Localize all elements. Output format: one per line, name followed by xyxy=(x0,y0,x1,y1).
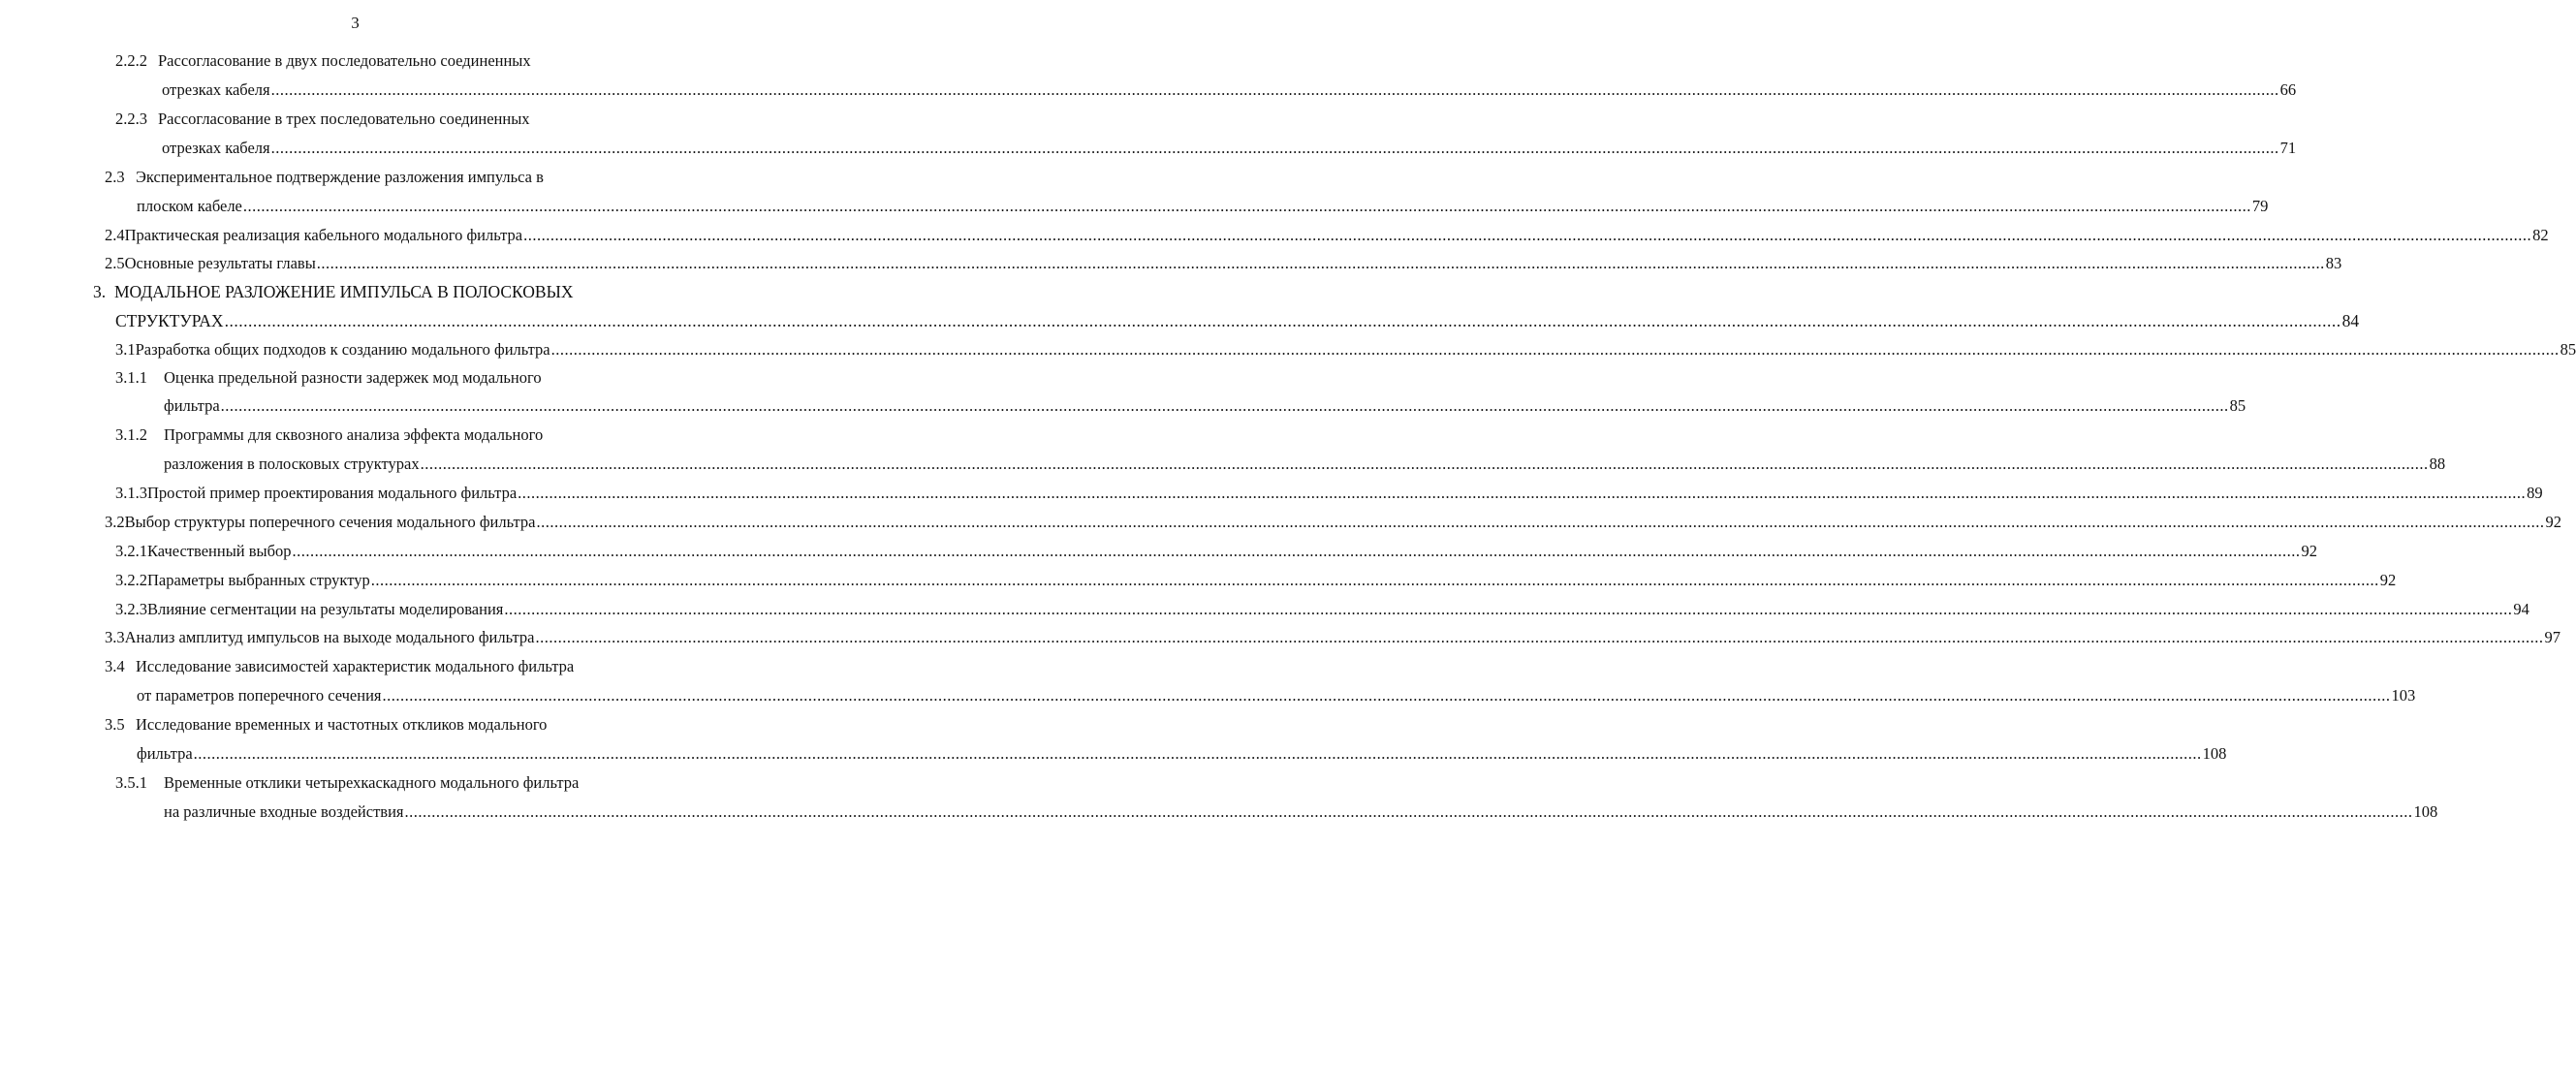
toc-entry-2-3-line2[interactable] xyxy=(137,195,2269,218)
toc-number: 3.1.1 xyxy=(115,368,147,387)
toc-entry-3-1-3[interactable] xyxy=(115,482,2543,505)
toc-title: Рассогласование в трех последовательно соединенных xyxy=(158,110,530,128)
toc-number: 3.2.3 xyxy=(115,600,147,618)
leader-dots xyxy=(271,78,2279,102)
toc-entry-3-line2[interactable] xyxy=(115,309,2360,332)
toc-entry-3-2[interactable] xyxy=(105,511,2561,534)
leader-dots xyxy=(421,453,2429,476)
toc-title: Качественный выбор xyxy=(147,542,292,560)
leader-dots xyxy=(518,482,2526,505)
leader-dots xyxy=(383,684,2391,707)
toc-page: 103 xyxy=(2391,686,2416,705)
leader-dots xyxy=(537,511,2545,534)
toc-entry-3-2-1[interactable] xyxy=(115,540,2318,563)
toc-title: Экспериментальное подтверждение разложения импульса в xyxy=(136,168,544,186)
toc-entry-3-4-line2[interactable] xyxy=(137,684,2416,707)
toc-title: Выбор структуры поперечного сечения модального фильтра xyxy=(124,513,536,531)
toc-title-continued: плоском кабеле xyxy=(137,197,242,215)
leader-dots xyxy=(317,252,2325,275)
toc-title: Оценка предельной разности задержек мод модального xyxy=(164,368,542,387)
toc-title: Анализ амплитуд импульсов на выходе модального фильтра xyxy=(124,628,535,646)
toc-page: 97 xyxy=(2544,628,2560,646)
toc-entry-3-line1 xyxy=(93,280,573,303)
toc-number: 2.4 xyxy=(105,226,125,244)
toc-entry-3-5-line1 xyxy=(105,713,547,737)
toc-number: 2.5 xyxy=(105,254,125,272)
toc-title-continued: от параметров поперечного сечения xyxy=(137,686,382,705)
toc-number: 3.5.1 xyxy=(115,773,147,792)
toc-page: 66 xyxy=(2279,80,2297,99)
toc-page: 84 xyxy=(2341,311,2360,330)
leader-dots xyxy=(551,338,2560,361)
toc-entry-2-2-3-line2[interactable] xyxy=(162,137,2297,160)
toc-number: 3.1.3 xyxy=(115,484,147,502)
toc-page: 82 xyxy=(2532,226,2549,244)
toc-entry-3-1[interactable] xyxy=(115,338,2576,361)
toc-number: 3.2 xyxy=(105,513,125,531)
toc-number: 3.3 xyxy=(105,628,125,646)
toc-entry-2-2-2-line2[interactable] xyxy=(162,78,2297,102)
toc-page: 88 xyxy=(2429,455,2446,473)
toc-title-continued: фильтра xyxy=(137,744,193,763)
toc-number: 3.4 xyxy=(105,657,125,675)
leader-dots xyxy=(523,224,2531,247)
toc-number: 2.2.2 xyxy=(115,51,147,70)
toc-number: 3.5 xyxy=(105,715,125,734)
toc-page: 108 xyxy=(2413,802,2438,821)
toc-title: Рассогласование в двух последовательно соединенных xyxy=(158,51,531,70)
toc-page: 85 xyxy=(2229,396,2246,415)
toc-title: Параметры выбранных структур xyxy=(147,571,370,589)
toc-page: 92 xyxy=(2379,571,2397,589)
toc-number: 2.2.3 xyxy=(115,110,147,128)
toc-title: Разработка общих подходов к созданию модального фильтра xyxy=(135,340,550,359)
toc-page: 83 xyxy=(2325,254,2342,272)
toc-number: 3.2.2 xyxy=(115,571,147,589)
toc-number: 3.2.1 xyxy=(115,542,147,560)
toc-entry-3-3[interactable] xyxy=(105,626,2560,649)
toc-title: Исследование зависимостей характеристик модального фильтра xyxy=(136,657,575,675)
toc-page: 79 xyxy=(2251,197,2269,215)
toc-title: МОДАЛЬНОЕ РАЗЛОЖЕНИЕ ИМПУЛЬСА В ПОЛОСКОВЫХ xyxy=(114,282,574,301)
leader-dots xyxy=(371,569,2379,592)
toc-entry-3-1-1-line2[interactable] xyxy=(164,394,2246,418)
leader-dots xyxy=(225,309,2341,332)
toc-number: 3.1.2 xyxy=(115,425,147,444)
toc-entry-3-5-1-line2[interactable] xyxy=(164,800,2438,824)
toc-page: 71 xyxy=(2279,139,2297,157)
toc-page: 108 xyxy=(2202,744,2227,763)
toc-title-continued: фильтра xyxy=(164,396,220,415)
leader-dots xyxy=(194,742,2202,766)
toc-title: Влияние сегментации на результаты моделирования xyxy=(147,600,504,618)
toc-number: 2.3 xyxy=(105,168,125,186)
toc-entry-3-1-2-line1 xyxy=(115,423,543,447)
toc-number: 3.1 xyxy=(115,340,136,359)
toc-entry-3-4-line1 xyxy=(105,655,574,678)
toc-entry-2-4[interactable] xyxy=(105,224,2549,247)
leader-dots xyxy=(271,137,2279,160)
toc-title: Исследование временных и частотных откликов модального xyxy=(136,715,548,734)
toc-entry-3-2-3[interactable] xyxy=(115,598,2529,621)
page-number: 3 xyxy=(351,14,360,32)
leader-dots xyxy=(404,800,2412,824)
leader-dots xyxy=(221,394,2229,418)
toc-title-continued: СТРУКТУРАХ xyxy=(115,311,224,330)
toc-title-continued: на различные входные воздействия xyxy=(164,802,404,821)
toc-title: Простой пример проектирования модального фильтра xyxy=(147,484,518,502)
toc-page: 85 xyxy=(2560,340,2576,359)
toc-title-continued: отрезках кабеля xyxy=(162,139,270,157)
toc-entry-2-3-line1 xyxy=(105,166,544,189)
toc-title-continued: отрезках кабеля xyxy=(162,80,270,99)
toc-title-continued: разложения в полосковых структурах xyxy=(164,455,420,473)
toc-title: Временные отклики четырехкаскадного модального фильтра xyxy=(164,773,580,792)
toc-title: Практическая реализация кабельного модального фильтра xyxy=(124,226,523,244)
toc-entry-3-1-1-line1 xyxy=(115,366,542,390)
leader-dots xyxy=(536,626,2544,649)
toc-entry-3-5-1-line1 xyxy=(115,771,579,795)
toc-page: 92 xyxy=(2545,513,2561,531)
toc-number: 3. xyxy=(93,282,107,301)
toc-entry-3-2-2[interactable] xyxy=(115,569,2397,592)
toc-page: 94 xyxy=(2513,600,2529,618)
toc-entry-3-1-2-line2[interactable] xyxy=(164,453,2446,476)
toc-entry-2-2-3-line1 xyxy=(115,108,530,131)
toc-page: 89 xyxy=(2527,484,2543,502)
toc-entry-2-2-2-line1 xyxy=(115,49,531,73)
leader-dots xyxy=(293,540,2301,563)
toc-entry-2-5[interactable] xyxy=(105,252,2342,275)
leader-dots xyxy=(243,195,2251,218)
toc-title: Основные результаты главы xyxy=(124,254,316,272)
toc-title: Программы для сквозного анализа эффекта модального xyxy=(164,425,544,444)
toc-page: 92 xyxy=(2301,542,2318,560)
leader-dots xyxy=(504,598,2512,621)
toc-entry-3-5-line2[interactable] xyxy=(137,742,2227,766)
